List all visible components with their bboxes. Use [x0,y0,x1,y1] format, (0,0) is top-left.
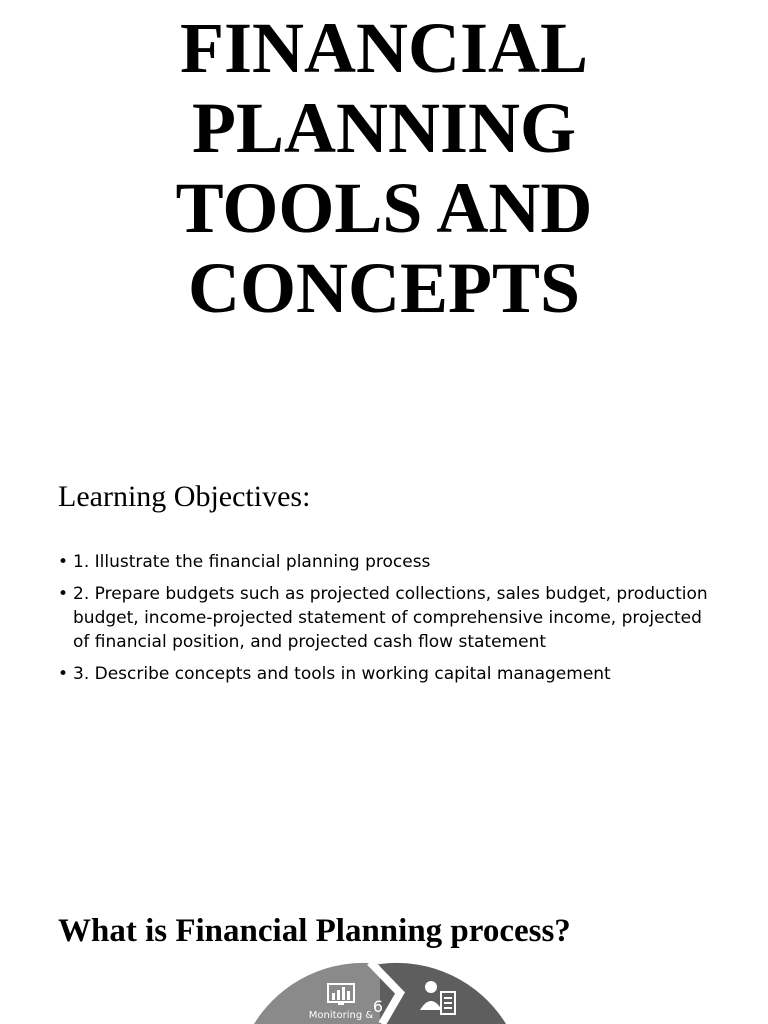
cycle-diagram-svg [250,962,510,1024]
learning-objectives-heading: Learning Objectives: [58,480,311,513]
objective-text-1: 1. Illustrate the financial planning process [73,552,431,572]
planning-cycle-diagram [250,962,510,1024]
bullet-icon: • [58,584,69,604]
cycle-step-label: Monitoring & [308,1010,374,1021]
objective-text-3: 3. Describe concepts and tools in working capital management [73,664,611,684]
bullet-icon: • [58,552,69,572]
section-question-heading: What is Financial Planning process? [58,913,571,949]
title-line-2: PLANNING [191,88,576,168]
title-line-4: CONCEPTS [187,248,581,328]
objective-item-3 [58,662,718,686]
cycle-step-number: 6 [372,997,384,1016]
bullet-icon: • [58,664,69,684]
objective-text-2: 2. Prepare budgets such as projected collections, sales budget, production budget, income-projected statement of comprehensive income, projected of financial position, and projected cash flow statement [73,584,708,652]
title-line-1: FINANCIAL [179,8,589,88]
learning-objectives-list [58,550,718,694]
title-line-3: TOOLS AND [175,168,593,248]
page-title [0,8,768,328]
objective-item-1 [58,550,718,574]
objective-item-2 [58,582,718,654]
